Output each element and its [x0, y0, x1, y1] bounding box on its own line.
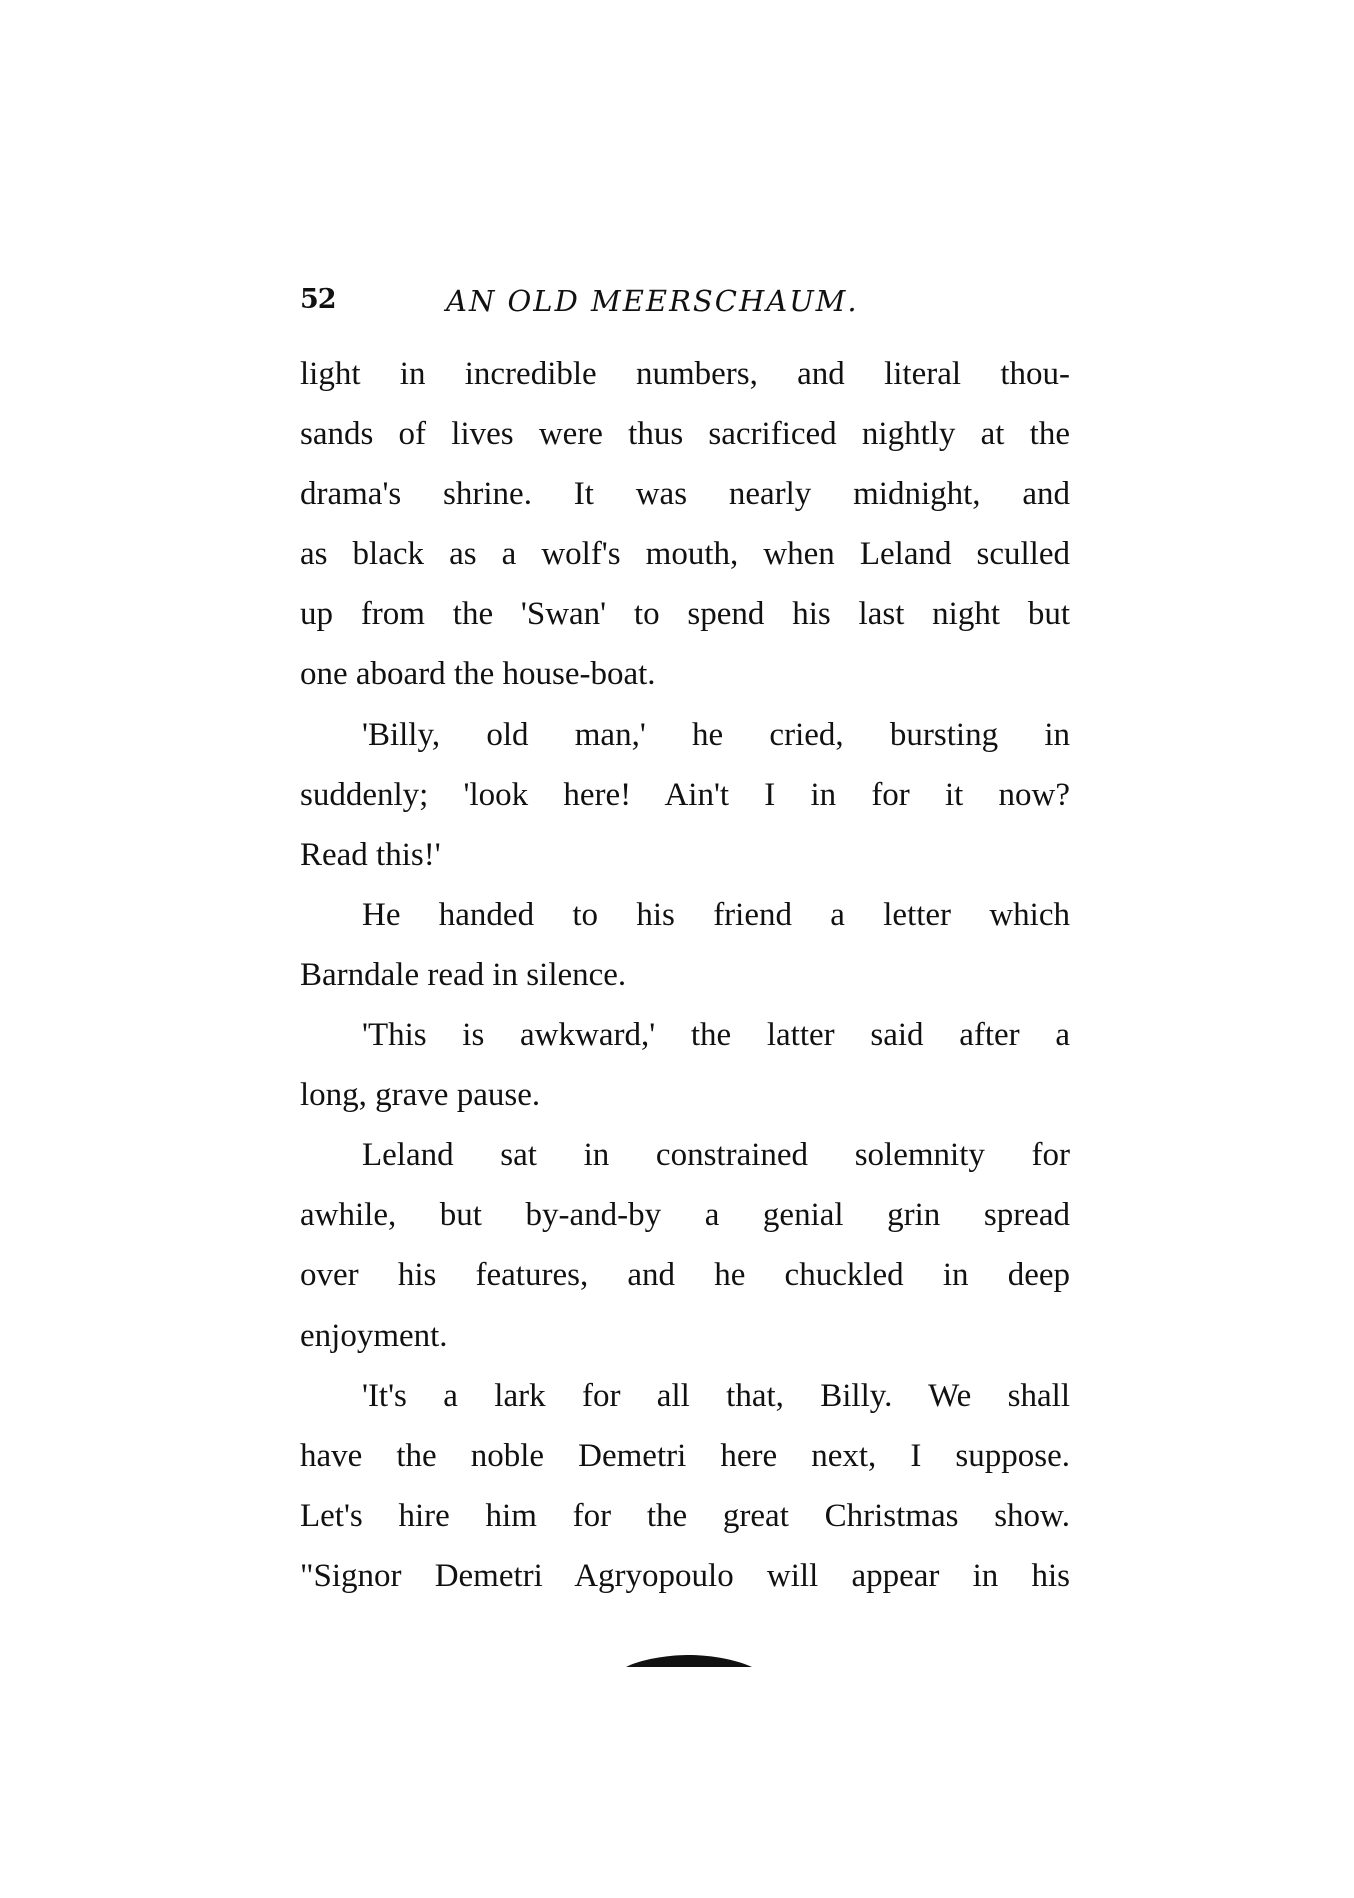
text-line: suddenly; 'look here! Ain't I in for it now?	[300, 776, 1070, 813]
text-line: one aboard the house-boat.	[300, 656, 656, 693]
page-number: 52	[300, 284, 336, 315]
text-line: Let's hire him for the great Christmas show.	[300, 1497, 1070, 1534]
text-line: He handed to his friend a letter which	[362, 896, 1070, 933]
text-line: Read this!'	[300, 836, 441, 873]
text-line: 'This is awkward,' the latter said after a	[362, 1017, 1070, 1054]
text-line: long, grave pause.	[300, 1077, 541, 1114]
text-line: Barndale read in silence.	[300, 956, 627, 993]
running-title: AN OLD MEERSCHAUM.	[446, 284, 859, 318]
text-line: "Signor Demetri Agryopoulo will appear in his	[300, 1557, 1070, 1594]
paragraph-5	[300, 1125, 1070, 1365]
text-line: enjoyment.	[300, 1317, 448, 1354]
text-line: awhile, but by-and-by a genial grin spread	[300, 1197, 1070, 1234]
text-line: 'Billy, old man,' he cried, bursting in	[362, 716, 1070, 753]
text-line: light in incredible numbers, and literal thou-	[300, 356, 1070, 392]
paragraph-2	[300, 705, 1070, 885]
paragraph-6	[300, 1366, 1070, 1606]
text-line: up from the 'Swan' to spend his last night but	[300, 596, 1070, 633]
text-line: 'It's a lark for all that, Billy. We shall	[362, 1377, 1070, 1414]
text-line: sands of lives were thus sacrificed nightly at the	[300, 416, 1070, 453]
paragraph-4	[300, 1005, 1070, 1125]
text-line: as black as a wolf's mouth, when Leland sculled	[300, 536, 1070, 573]
text-line: Leland sat in constrained solemnity for	[362, 1137, 1070, 1174]
ornament-icon	[624, 1655, 754, 1669]
paragraph-1	[300, 344, 1070, 705]
text-line: drama's shrine. It was nearly midnight, and	[300, 476, 1070, 513]
page-header	[300, 284, 1070, 326]
paragraph-3	[300, 885, 1070, 1005]
text-line: over his features, and he chuckled in deep	[300, 1257, 1070, 1294]
text-line: have the noble Demetri here next, I suppose.	[300, 1437, 1070, 1474]
body-text	[300, 344, 1070, 1606]
